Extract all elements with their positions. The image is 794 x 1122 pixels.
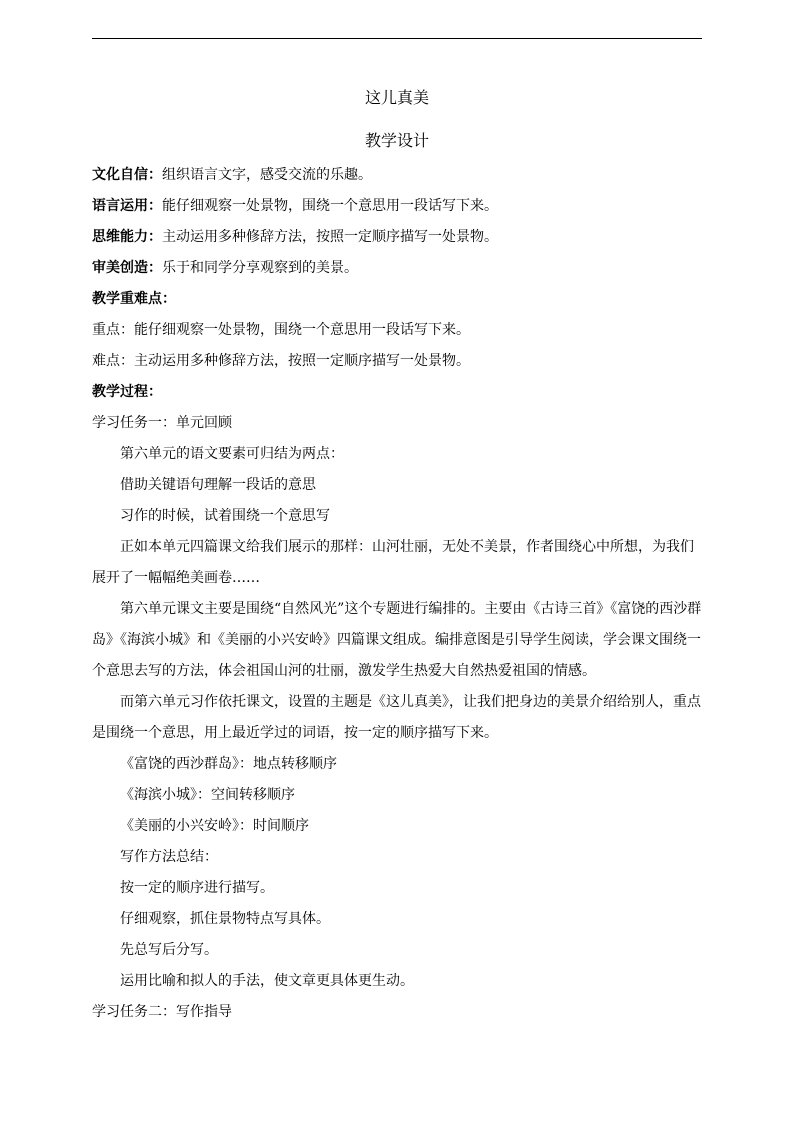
document-body [92, 82, 702, 1028]
paragraph: 《海滨小城》：空间转移顺序 [120, 787, 295, 803]
paragraph: 《富饶的西沙群岛》：地点转移顺序 [120, 756, 337, 772]
paragraph: 《美丽的小兴安岭》：时间顺序 [120, 818, 309, 834]
header-rule [92, 38, 702, 39]
paragraph: 习作的时候，试着围绕一个意思写 [120, 508, 330, 524]
objective-text: 主动运用多种修辞方法，按照一定顺序描写一处景物。 [162, 229, 498, 245]
objective-text: 乐于和同学分享观察到的美景。 [162, 260, 358, 276]
objective-text: 组织语言文字，感受交流的乐趣。 [162, 167, 372, 183]
difficult-point: 难点：主动运用多种修辞方法，按照一定顺序描写一处景物。 [92, 353, 470, 369]
title-block [92, 82, 702, 157]
objective-aesthetic [92, 253, 702, 284]
objective-label: 语言运用： [92, 198, 162, 214]
objective-text: 能仔细观察一处景物，围绕一个意思用一段话写下来。 [162, 198, 498, 214]
paragraph: 而第六单元习作依托课文，设置的主题是《这儿真美》，让我们把身边的美景介绍给别人，重点是围绕一个意思，用上最近学过的词语，按一定的顺序描写下来。 [92, 694, 701, 741]
objective-thinking [92, 222, 702, 253]
task1-heading: 学习任务一：单元回顾 [92, 415, 232, 431]
process-heading: 教学过程： [92, 384, 162, 400]
paragraph: 仔细观察，抓住景物特点写具体。 [120, 911, 330, 927]
paragraph: 借助关键语句理解一段话的意思 [120, 477, 316, 493]
document-title: 这儿真美 [364, 88, 429, 107]
paragraph: 运用比喻和拟人的手法，使文章更具体更生动。 [120, 973, 414, 989]
key-point: 重点：能仔细观察一处景物，围绕一个意思用一段话写下来。 [92, 322, 470, 338]
paragraph: 第六单元课文主要是围绕“自然风光”这个专题进行编排的。主要由《古诗三首》《富饶的西沙群岛》《海滨小城》和《美丽的小兴安岭》四篇课文组成。编排意图是引导学生阅读，学会课文围绕一个意思去写的方法，体会祖国山河的壮丽，激发学生热爱大自然热爱祖国的情感。 [92, 601, 702, 679]
paragraph: 先总写后分写。 [120, 942, 218, 958]
paragraph: 按一定的顺序进行描写。 [120, 880, 274, 896]
objective-label: 文化自信： [92, 167, 162, 183]
paragraph: 正如本单元四篇课文给我们展示的那样：山河壮丽，无处不美景，作者围绕心中所想，为我们展开了一幅幅绝美画卷…… [92, 539, 694, 586]
paragraph: 第六单元的语文要素可归结为两点： [120, 446, 344, 462]
task2-heading: 学习任务二：写作指导 [92, 1004, 232, 1020]
objective-label: 思维能力： [92, 229, 162, 245]
objective-culture [92, 160, 702, 191]
document-subtitle: 教学设计 [364, 131, 429, 150]
objective-language [92, 191, 702, 222]
objective-label: 审美创造： [92, 260, 162, 276]
paragraph: 写作方法总结： [120, 849, 218, 865]
key-points-heading: 教学重难点： [92, 291, 176, 307]
